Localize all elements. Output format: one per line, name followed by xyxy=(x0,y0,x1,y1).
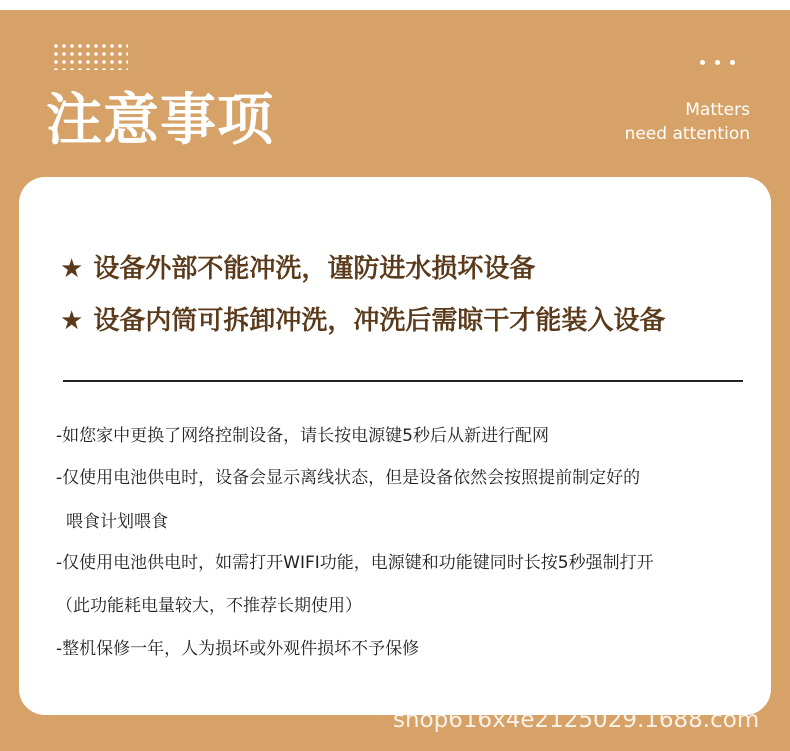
star-icon: ★ xyxy=(60,306,84,336)
detail-line: -仅使用电池供电时，如需打开WIFI功能，电源键和功能键同时长按5秒强制打开 xyxy=(56,553,654,573)
page-title: 注意事项 xyxy=(46,88,274,153)
subtitle-line-1: Matters xyxy=(685,100,750,120)
notice-item xyxy=(60,304,665,338)
watermark: shop616x4e2125029.1688.com xyxy=(393,707,760,733)
dots-decoration xyxy=(700,60,735,65)
notice-text: 设备内筒可拆卸冲洗，冲洗后需晾干才能装入设备 xyxy=(93,306,666,336)
detail-line: -整机保修一年，人为损坏或外观件损坏不予保修 xyxy=(56,639,420,659)
notice-text: 设备外部不能冲洗，谨防进水损坏设备 xyxy=(93,254,536,284)
detail-line: -如您家中更换了网络控制设备，请长按电源键5秒后从新进行配网 xyxy=(56,426,549,446)
subtitle-line-2: need attention xyxy=(624,124,750,144)
detail-line: -仅使用电池供电时，设备会显示离线状态，但是设备依然会按照提前制定好的 xyxy=(56,468,641,488)
notice-item xyxy=(60,252,535,286)
detail-line: 喂食计划喂食 xyxy=(66,512,168,532)
divider xyxy=(63,380,743,382)
page-subtitle xyxy=(625,98,750,146)
detail-line: （此功能耗电量较大，不推荐长期使用） xyxy=(56,596,362,616)
star-icon: ★ xyxy=(60,254,84,284)
dot-grid-decoration xyxy=(52,42,128,70)
